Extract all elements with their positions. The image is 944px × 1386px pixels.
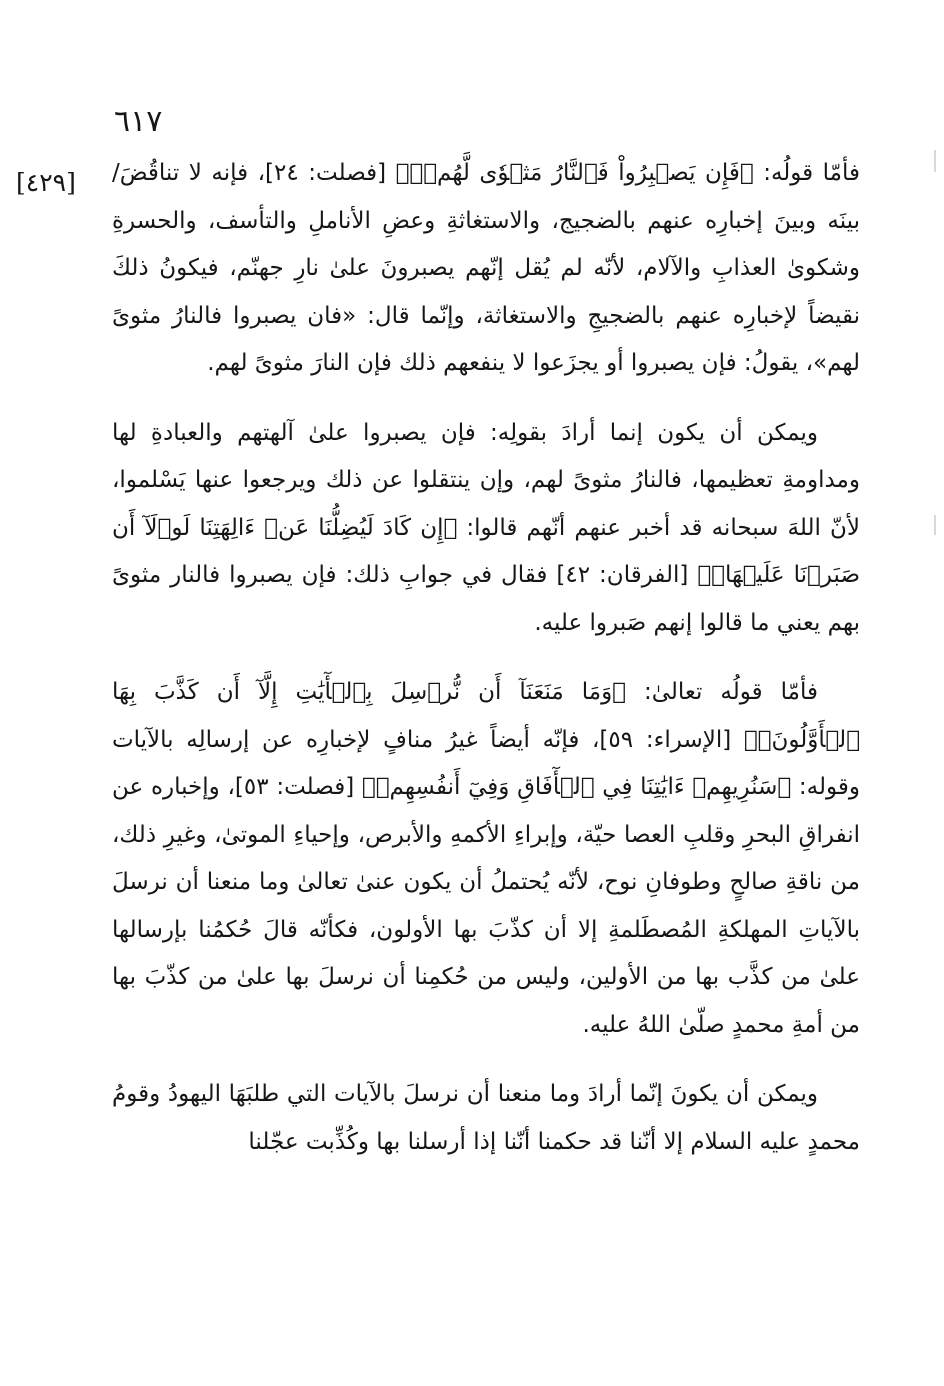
paragraph-4: ويمكن أن يكونَ إنّما أرادَ وما منعنا أن نرسلَ بالآيات التي طلبَهَا اليهودُ وقومُ محمدٍ عليه السلام إلا أنّنا قد حكمنا أنّنا إذا أرسلنا بها وكُذِّبت عجّلنا (112, 1081, 860, 1155)
scan-edge-mark (934, 150, 936, 172)
paragraph-1: فأمّا قولُه: ﴿فَإِن يَصۡبِرُواْ فَٱلنَّارُ مَثۡوٗى لَّهُمۡۖ﴾ [فصلت: ٢٤]، فإنه لا تناقُضَ/ بينَه وبينَ إخبارِه عنهم بالضجيج، والاستغاثةِ وعضِ الأناملِ والتأسف، والحسرةِ وشكوىٰ العذابِ والآلام، لأنّه لم يُقل إنّهم يصبرونَ علىٰ نارِ جهنّم، فيكونُ ذلكَ نقيضاً لإخبارِه عنهم بالضجيجِ والاستغاثة، وإنّما قال: «فان يصبروا فالنارُ مثوىً لهم»، يقولُ: فإن يصبروا أو يجزَعوا لا ينفعهم ذلك فإن النارَ مثوىً لهم. (112, 160, 861, 376)
paragraph-3: فأمّا قولُه تعالىٰ: ﴿وَمَا مَنَعَنَآ أَن نُّرۡسِلَ بِٱلۡأٓيَٰتِ إِلَّآ أَن كَذَّبَ بِهَا ٱلۡأَوَّلُونَۚ﴾ [الإسراء: ٥٩]، فإنّه أيضاً غيرُ منافٍ لإخبارِه عن إرسالِه بالآيات وقوله: ﴿سَنُرِيهِمۡ ءَايَٰتِنَا فِي ٱلۡأٓفَاقِ وَفِيٓ أَنفُسِهِمۡ﴾ [فصلت: ٥٣]، وإخباره عن انفراقِ البحرِ وقلبِ العصا حيّة، وإبراءِ الأكمهِ والأبرص، وإحياءِ الموتىٰ، وغيرِ ذلك، من ناقةِ صالحٍ وطوفانِ نوح، لأنّه يُحتملُ أن يكون عنىٰ تعالىٰ وما منعنا أن نرسلَ بالآياتِ المهلكةِ المُصطَلمةِ إلا أن كذّبَ بها الأولون، فكأنّه قالَ حُكمُنا بإرسالها علىٰ من كذَّب بها من الأولين، وليس من حُكمِنا أن نرسلَ بها علىٰ من كذّبَ بها من أمةِ محمدٍ صلّىٰ اللهُ عليه. (112, 679, 860, 1038)
body-text (112, 150, 860, 1166)
scan-edge-mark (934, 515, 936, 535)
page-number: ٦١٧ (114, 104, 163, 139)
manuscript-folio-marker: [٤٢٩] (16, 168, 76, 197)
paragraph-2: ويمكن أن يكون إنما أرادَ بقولِه: فإن يصبروا علىٰ آلهتهم والعبادةِ لها ومداومةِ تعظيمها، فالنارُ مثوىً لهم، وإن ينتقلوا عن ذلك ويرجعوا عنها يَسْلموا، لأنّ اللهَ سبحانه قد أخبر عنهم أنّهم قالوا: ﴿إِن كَادَ لَيُضِلُّنَا عَنۡ ءَالِهَتِنَا لَوۡلَآ أَن صَبَرۡنَا عَلَيۡهَاۚ﴾ [الفرقان: ٤٢] فقال في جوابِ ذلك: فإن يصبروا فالنار مثوىً بهم يعني ما قالوا إنهم صَبروا عليه. (112, 419, 860, 636)
